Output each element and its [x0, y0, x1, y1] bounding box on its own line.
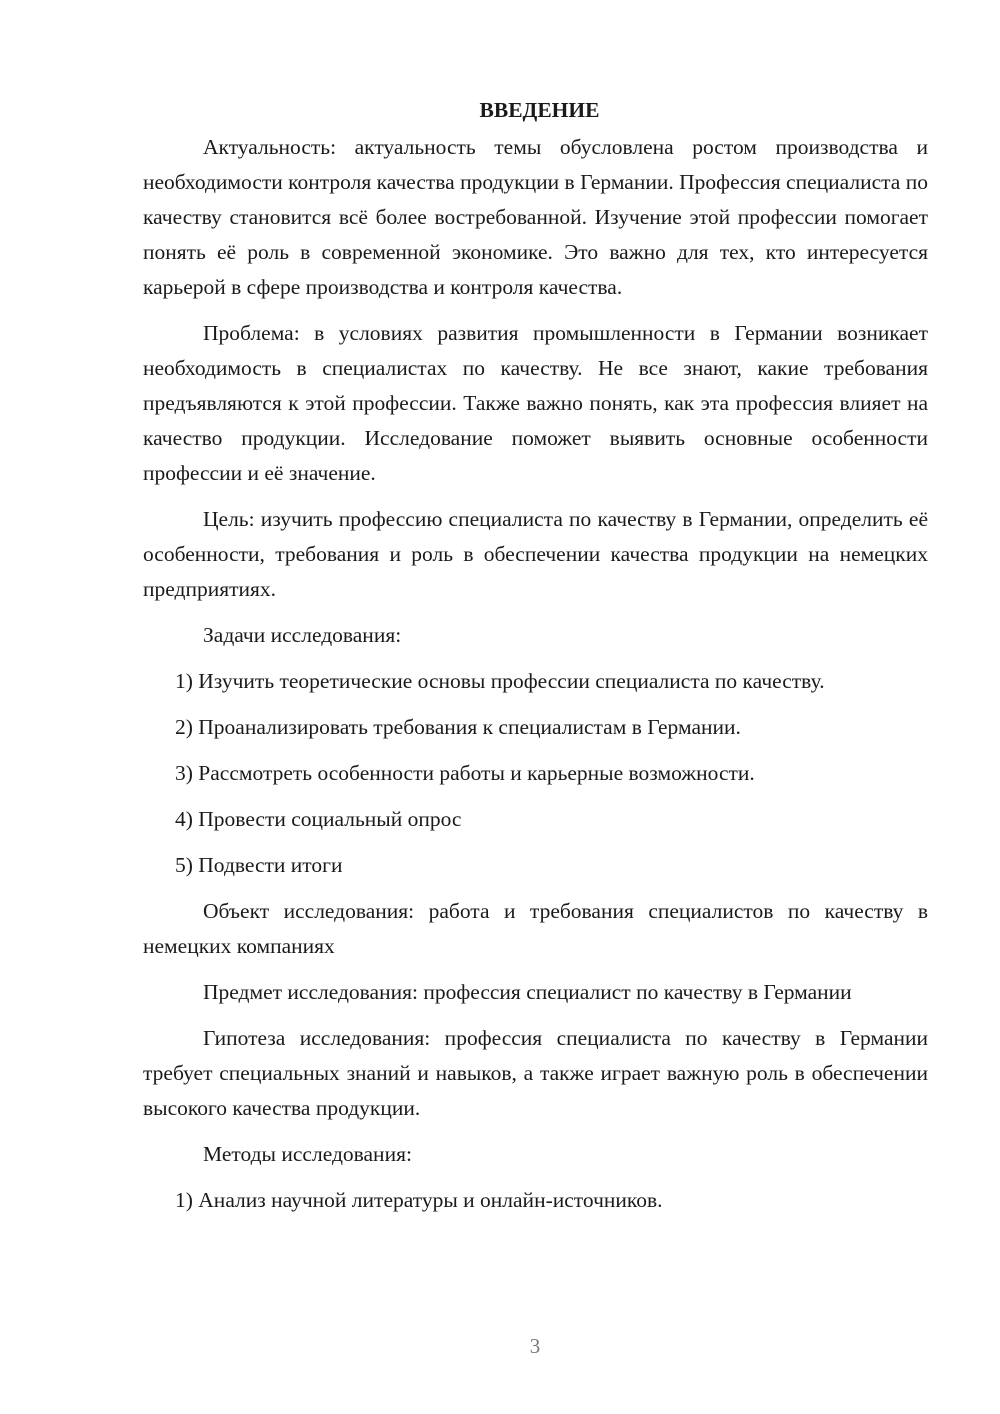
methods-heading: Методы исследования: [203, 1142, 412, 1166]
task-item: 3) Рассмотреть особенности работы и карьерные возможности. [175, 761, 755, 785]
task-item: 4) Провести социальный опрос [175, 807, 462, 831]
paragraph-goal: Цель: изучить профессию специалиста по качеству в Германии, определить её особенности, требования и роль в обеспечении качества продукции на немецких предприятиях. [143, 507, 928, 601]
paragraph-subject: Предмет исследования: профессия специалист по качеству в Германии [203, 980, 852, 1004]
paragraph-hypothesis: Гипотеза исследования: профессия специалиста по качеству в Германии требует специальных знаний и навыков, а также играет важную роль в обеспечении высокого качества продукции. [143, 1026, 928, 1120]
paragraph-object: Объект исследования: работа и требования специалистов по качеству в немецких компаниях [143, 899, 928, 958]
page-number: 3 [529, 1334, 541, 1358]
task-item: 5) Подвести итоги [175, 853, 343, 877]
task-item: 2) Проанализировать требования к специалистам в Германии. [175, 715, 741, 739]
paragraph-relevance: Актуальность: актуальность темы обусловлена ростом производства и необходимости контроля качества продукции в Германии. Профессия специалиста по качеству становится всё более востребованной. Изучение этой профессии помогает понять её роль в современной экономике. Это важно для тех, кто интересуется карьерой в сфере производства и контроля качества. [143, 135, 928, 299]
paragraph-problem: Проблема: в условиях развития промышленности в Германии возникает необходимость в специалистах по качеству. Не все знают, какие требования предъявляются к этой профессии. Также важно понять, как эта профессия влияет на качество продукции. Исследование поможет выявить основные особенности профессии и её значение. [143, 321, 928, 485]
page-content [143, 93, 928, 1229]
tasks-heading: Задачи исследования: [203, 623, 402, 647]
method-item: 1) Анализ научной литературы и онлайн-источников. [175, 1188, 663, 1212]
task-item: 1) Изучить теоретические основы профессии специалиста по качеству. [175, 669, 825, 693]
page-title: ВВЕДЕНИЕ [479, 98, 600, 122]
